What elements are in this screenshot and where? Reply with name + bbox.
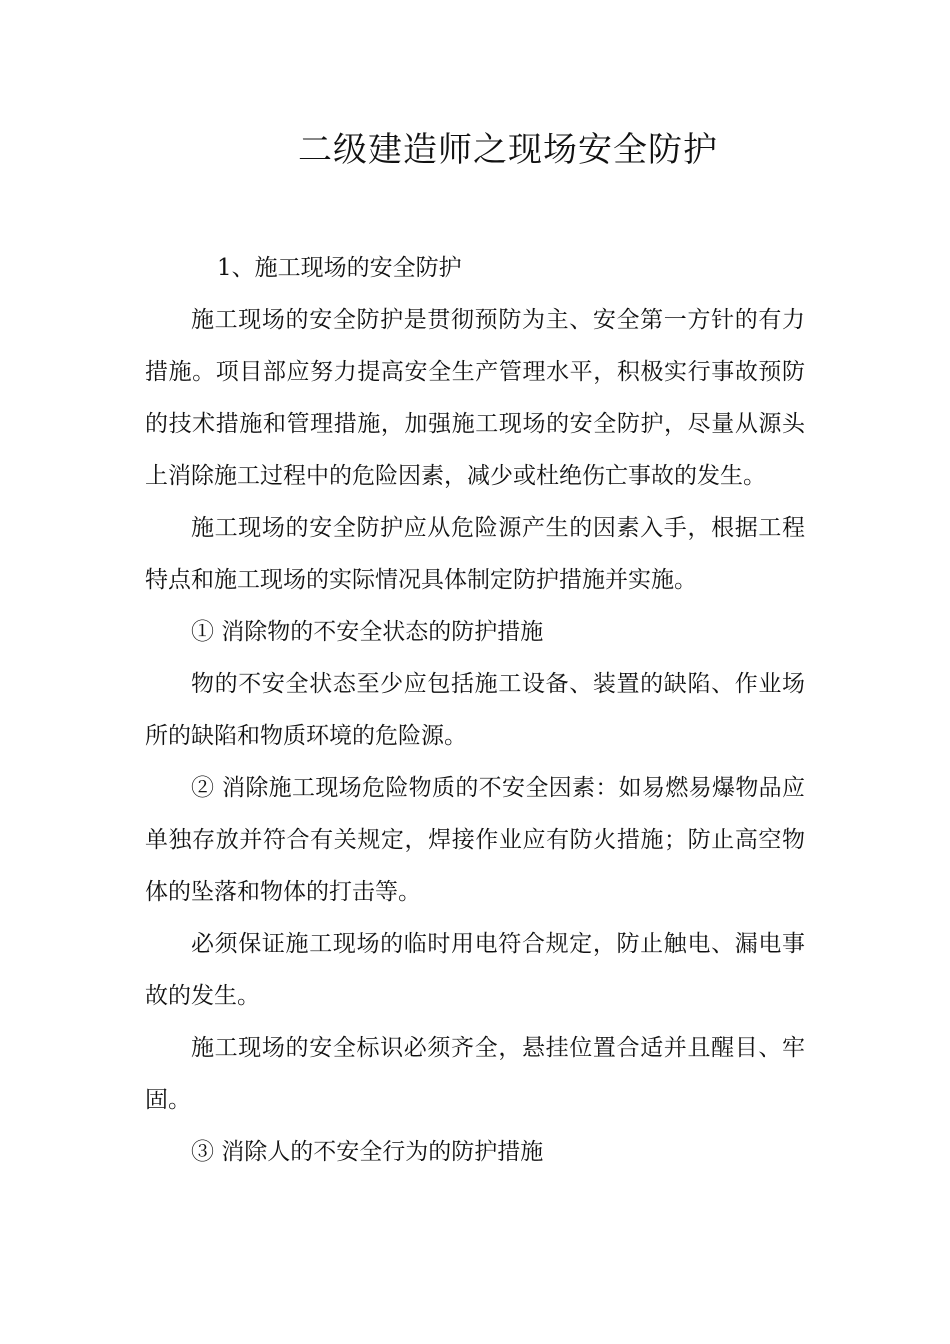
document-title: 二级建造师之现场安全防护	[298, 130, 718, 170]
section-heading: 1、施工现场的安全防护	[217, 255, 462, 281]
subheading-human-measures: ③ 消除人的不安全行为的防护措施	[191, 1139, 544, 1165]
paragraph-hazardous-materials: ② 消除施工现场危险物质的不安全因素：如易燃易爆物品应单独存放并符合有关规定，焊接作业应有防火措施；防止高空物体的坠落和物体的打击等。	[145, 775, 805, 905]
subheading-object-measures: ① 消除物的不安全状态的防护措施	[191, 619, 544, 645]
paragraph-intro: 施工现场的安全防护是贯彻预防为主、安全第一方针的有力措施。项目部应努力提高安全生产管理水平，积极实行事故预防的技术措施和管理措施，加强施工现场的安全防护，尽量从源头上消除施工过程中的危险因素，减少或杜绝伤亡事故的发生。	[145, 307, 805, 489]
paragraph-temporary-power: 必须保证施工现场的临时用电符合规定，防止触电、漏电事故的发生。	[145, 931, 805, 1009]
paragraph-object-states: 物的不安全状态至少应包括施工设备、装置的缺陷、作业场所的缺陷和物质环境的危险源。	[145, 671, 805, 749]
document-body	[145, 242, 805, 1178]
paragraph-safety-signs: 施工现场的安全标识必须齐全，悬挂位置合适并且醒目、牢固。	[145, 1035, 805, 1113]
paragraph-approach: 施工现场的安全防护应从危险源产生的因素入手，根据工程特点和施工现场的实际情况具体制定防护措施并实施。	[145, 515, 805, 593]
